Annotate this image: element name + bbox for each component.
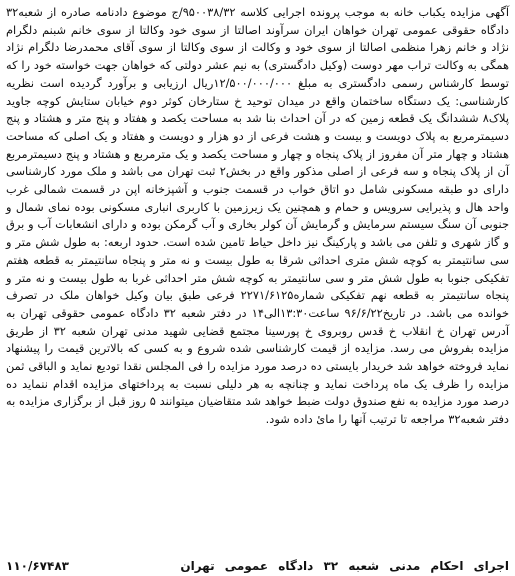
notice-issuer: اجرای احکام مدنی شعبه ۳۲ دادگاه عمومی تهران (180, 559, 509, 573)
notice-body: آگهی مزایده یکباب خانه به موجب پرونده اجرایی کلاسه ۹۵۰۰۳۸/۳۲/ج موضوع دادنامه صادره از شعبه۳۲ دادگاه حقوقی عمومی تهران خواهان ایران سرآوند اصالتا از سوی خود وکالتا از سوی خانم شبنم دلگرام نژاد و خانم زهرا منظمی اصالتا از سوی خود و وکالت از سوی وکالتا از سوی آقای محمدرضا دلگرام نژاد همگی به وکالت تراب مهر دوست (وکیل دادگستری) به نیم عشر دولتی که خواهان جهت خواسته خود را که توسط کارشناس رسمی دادگستری به مبلغ ۱۲/۵۰۰/۰۰۰/۰۰۰ریال ارزیابی و برآورد گردیده است نظریه کارشناسی: یک دستگاه ساختمان واقع در میدان توحید خ ستارخان کوثر دوم خیابان ستایش کوچه جاوید پلاک۸ ششدانگ یک قطعه زمین که در آن احداث بنا شد به مساحت یکصد و هفتاد و پنج متر و هشتاد و پنج دسیمترمربع به پلاک دویست و بیست و هشت فرعی از دو هزار و دویست و هفتاد و یک اصلی که مساحت هشتاد و چهار متر آن مفروز از پلاک پنجاه و چهار و مساحت یکصد و یک مترمربع و هشتاد و پنج دسیمترمربع آن از پلاک پنجاه و سه فرعی از اصلی مذکور واقع در بخش۲ ثبت تهران می باشد و ملک مورد کارشناسی دارای دو طبقه مسکونی شامل دو اتاق خواب در قسمت جنوب و آشپزخانه اپن در قسمت شمالی غرب واحد هال و پذیرایی سرویس و حمام و همچنین یک زیرزمین با کاربری انباری مسکونی بوده نمای شمال و جنوبی آن سنگ سیستم سرمایش و گرمایش آن کولر بخاری و آب گرمکن بوده و دارای انشعابات آب و برق و گاز شهری و تلفن می باشد و پارکینگ نیز داخل حیاط تامین شده است. حدود اربعه: به طول شش متر و سی سانتیمتر به کوچه شش متری احداثی شرقا به طول بیست و نه متر و پنجاه سانتیمتر به قطعه هفتم تفکیکی جنوبا به طول شش متر و سی سانتیمتر به کوچه شش متر احداثی غربا به طول بیست و نه متر و پنجاه سانتیمتر به قطعه نهم تفکیکی شماره۲۲۷۱/۶۱۲۵ فرعی طبق بیان وکیل خواهان ملک در تصرف خوانده می باشد. در تاریخ۹۶/۶/۲۲ ساعت۱۳:۳۰الی۱۴ در دفتر شعبه ۳۲ دادگاه عمومی حقوقی تهران به آدرس تهران خ انقلاب خ قدس روبروی خ پورسینا مجتمع قضایی شهید مدنی تهران شعبه ۳۲ از طریق مزایده بفروش می رسد. مزایده از قیمت کارشناسی شده شروع و به کسی که بالاترین قیمت را پیشنهاد نماید فروخته خواهد شد خریدار بایستی ده درصد مورد مزایده را فی المجلس نقدا تودیع نماید و الباقی ثمن مزایده را ظرف یک ماه پرداخت نماید و چنانچه به هر دلیلی نسبت به پرداختهای مزایده اقدام ننماید ده درصد مورد مزایده به نفع صندوق دولت ضبط خواهد شد متقاضیان میتوانند ۵ روز قبل از برگزاری مزایده به دفتر شعبه۳۲ مراجعه تا ترتیب آنها را مائ داده شود. (6, 5, 510, 427)
notice-reference-number: ۱۱۰/۶۷۴۸۳ (6, 559, 69, 573)
notice-footer (6, 559, 509, 573)
